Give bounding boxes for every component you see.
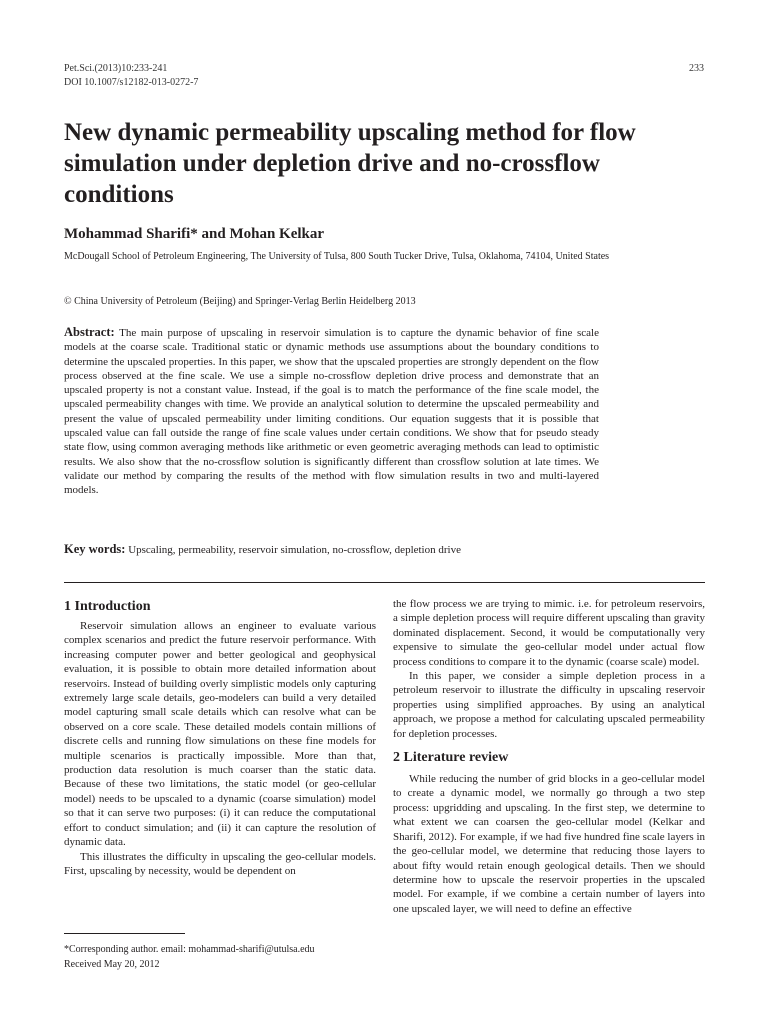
footnote-rule [64, 933, 185, 934]
keywords-label: Key words: [64, 542, 126, 556]
corresponding-author-note: *Corresponding author. email: mohammad-sharifi@utulsa.edu [64, 944, 315, 955]
introduction-paragraph: Reservoir simulation allows an engineer to evaluate various complex scenarios and predict the future reservoir performance. With increasing computer power and better geological and geophysical evaluation, it is possible to obtain more detailed information about reservoirs. Instead of building overly simplistic models only capturing extremely large scale details, geo-modelers can build a very detailed model capturing small scale details which can resolve what can be observed on a core scale. These detailed models contain millions of discrete cells and running flow simulations on these fine models for multiple scenarios is practically impossible. More than that, production data resolution is much coarser than the static data. Because of these two limitations, the static model (or geo-cellular model) needs to be upscaled to a dynamic (coarse simulation) model so that it can serve two purposes: (i) it can reduce the computational effort to conduct simulation; and (ii) it can capture the resolution of dynamic data. [64, 620, 376, 849]
author-affiliation: McDougall School of Petroleum Engineering, The University of Tulsa, 800 South Tucker Drive, Tulsa, Oklahoma, 74104, United States [64, 251, 610, 262]
introduction-paragraph: This illustrates the difficulty in upscaling the geo-cellular models. First, upscaling by necessity, would be dependent on [64, 850, 376, 877]
literature-review-heading: 2 Literature review [393, 750, 509, 766]
literature-review-paragraph: While reducing the number of grid blocks in a geo-cellular model to create a dynamic model, we normally go through a two step process: upgridding and upscaling. In the first step, we determine to what extent we can coarsen the geo-cellular model (Kelkar and Sharifi, 2012). For example, if we had five hundred fine scale layers in the geo-cellular model, we determine that reducing those layers to about fifty would retain enough geological details. Then we should determine how to upscale the reservoir properties in the upscaled model. For example, if we combine a certain number of layers into one upscaled layer, we will need to define an effective [393, 773, 705, 915]
left-column [64, 597, 376, 878]
paper-authors: Mohammad Sharifi* and Mohan Kelkar [64, 226, 325, 242]
introduction-heading: 1 Introduction [64, 599, 151, 614]
keywords [64, 542, 664, 558]
doi-link[interactable]: DOI 10.1007/s12182-013-0272-7 [64, 77, 199, 88]
section-divider [64, 582, 705, 583]
copyright-notice: © China University of Petroleum (Beijing) and Springer-Verlag Berlin Heidelberg 2013 [64, 296, 416, 307]
received-date: Received May 20, 2012 [64, 959, 160, 970]
keywords-text: Upscaling, permeability, reservoir simulation, no-crossflow, depletion drive [128, 544, 461, 556]
footnotes [64, 942, 376, 972]
right-column [393, 597, 705, 916]
introduction-paragraph: the flow process we are trying to mimic. i.e. for petroleum reservoirs, a simple depletion process will require different upscaling than gravity dominated displacement. Second, it would be computationally very expensive to simulate the geo-cellular model under actual flow process conditions to compare it to the dynamic (coarse scale) model. [393, 598, 705, 668]
paper-title: New dynamic permeability upscaling method for flow simulation under depletion drive and no-crossflow conditions [64, 119, 636, 208]
abstract [64, 325, 599, 498]
introduction-paragraph: In this paper, we consider a simple depletion process in a petroleum reservoir to illustrate the difficulty in upscaling reservoir properties using simplified approaches. By using an analytical approach, we propose a method for calculating upscaled permeability for depletion processes. [393, 670, 705, 740]
running-header [64, 62, 198, 90]
page-number: 233 [689, 63, 704, 74]
journal-reference: Pet.Sci.(2013)10:233-241 [64, 63, 168, 74]
abstract-label: Abstract: [64, 325, 115, 339]
abstract-text: The main purpose of upscaling in reservoir simulation is to capture the dynamic behavior of fine scale models at the coarse scale. Traditional static or dynamic methods use assumptions about the boundary conditions to determine the upscaled properties. In this paper, we show that the upscaled properties are strongly dependent on the flow process observed at the fine scale. We use a simple no-crossflow depletion drive process and demonstrate that an upscaled property is not a constant value. Instead, if the goal is to match the performance of the fine scale model, the upscaled permeability changes with time. We provide an analytical solution to determine the upscaled permeability and present the value of upscaled permeability under limiting conditions. Our equation suggests that it is possible that upscaled value can fall outside the range of fine scale values under certain conditions. We show that for pseudo steady state flow, using common averaging methods like arithmetic or even geometric averaging methods can lead to optimistic results. We also show that the no-crossflow solution is significantly different than crossflow solution at late times. We validate our method by comparing the results of the method with flow simulation results in two and multi-layered models. [64, 327, 599, 497]
